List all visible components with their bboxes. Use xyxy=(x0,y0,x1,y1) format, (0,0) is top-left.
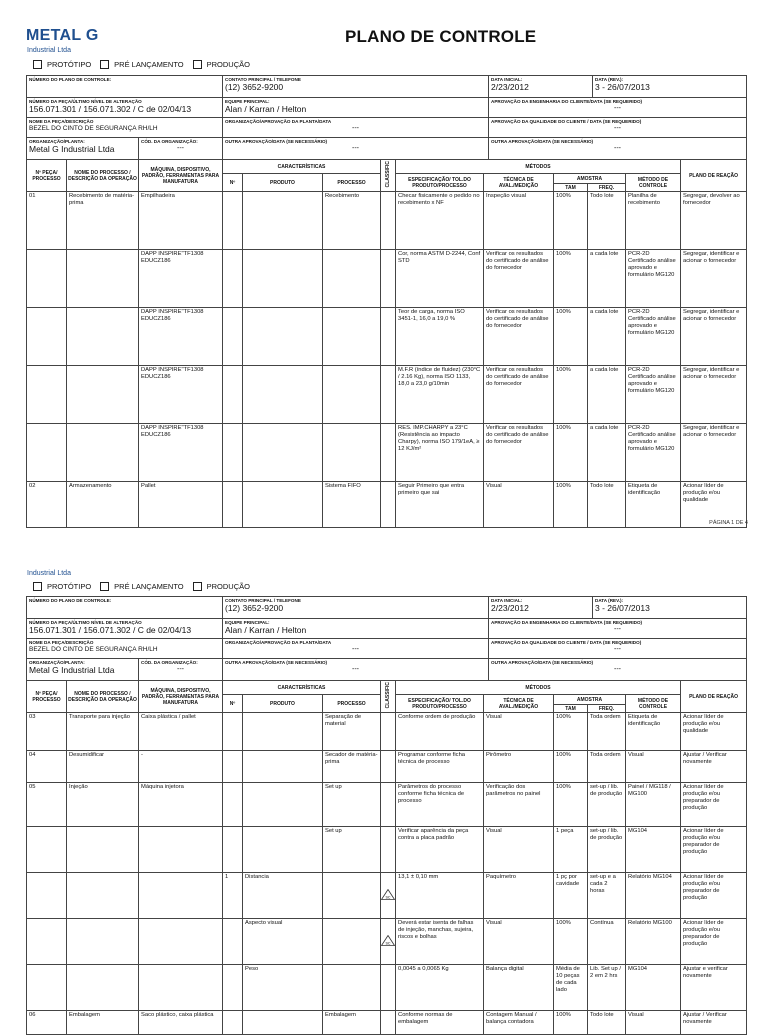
cell-control: MG104 xyxy=(626,827,681,873)
other-approval-cell-2-p2: OUTRA APROVAÇÃO/DATA (SE NECESSÁRIO) --- xyxy=(489,659,747,681)
rows-p2 xyxy=(27,713,747,1035)
rev-date-cell: DATA (REV.): 3 - 26/07/2013 xyxy=(593,76,747,98)
cell-no xyxy=(223,783,243,827)
company-logo: METAL G xyxy=(26,27,99,44)
cell-classif xyxy=(381,366,396,424)
phase-checkboxes: PROTÓTIPO PRÉ LANÇAMENTO PRODUÇÃO xyxy=(33,60,256,69)
cell-proc-name xyxy=(67,366,139,424)
cell-reaction: Segregar, identificar e acionar o fornecedor xyxy=(681,366,747,424)
cell-reaction: Segregar, devolver ao fornecedor xyxy=(681,192,747,250)
cell-reaction: Acionar líder de produção e/ou qualidade xyxy=(681,713,747,751)
part-number-cell: NÚMERO DA PEÇA/ÚLTIMO NÍVEL DE ALTERAÇÃO 156.071.301 / 156.071.302 / C de 02/04/13 xyxy=(27,98,223,118)
col-sample-p2: AMOSTRA xyxy=(554,695,626,705)
cell-tech: Verificar os resultados do certificado de análise do fornecedor xyxy=(484,366,554,424)
cell-product xyxy=(243,308,323,366)
eng-approval-cell-p2: APROVAÇÃO DA ENGENHARIA DO CLIENTE/DATA (SE REQUERIDO) --- xyxy=(489,619,747,639)
cell-size: Média de 10 peças de cada lado xyxy=(554,965,588,1011)
cell-size: 100% xyxy=(554,250,588,308)
col-characteristics-p2: CARACTERÍSTICAS xyxy=(223,681,381,695)
cell-spec: 13,1 ± 0,10 mm xyxy=(396,873,484,919)
cell-classif xyxy=(381,482,396,528)
other-approval-cell-p2: OUTRA APROVAÇÃO/DATA (SE NECESSÁRIO) --- xyxy=(223,659,489,681)
org-table-p1 xyxy=(26,137,747,160)
team-cell: EQUIPE PRINCIPAL: Alan / Karran / Helton xyxy=(223,98,489,118)
cell-proc-name xyxy=(67,424,139,482)
col-sample: AMOSTRA xyxy=(554,174,626,184)
cell-spec: Verificar aparência da peça contra a placa padrão xyxy=(396,827,484,873)
col-process-p2: PROCESSO xyxy=(323,695,381,713)
cell-reaction: Acionar líder de produção e/ou preparador de produção xyxy=(681,827,747,873)
cell-spec: RES. IMP.CHARPY a 23°C (Resistência ao impacto Charpy), norma ISO 179/1eA, ≥ 12 KJ/m² xyxy=(396,424,484,482)
cell-product xyxy=(243,366,323,424)
cell-piece: 03 xyxy=(27,713,67,751)
prototype-checkbox-p2[interactable] xyxy=(33,582,42,591)
cell-machine xyxy=(139,827,223,873)
col-product-p2: PRODUTO xyxy=(243,695,323,713)
col-no: Nº xyxy=(223,174,243,192)
production-checkbox-p2[interactable] xyxy=(193,582,202,591)
cell-machine: Máquina injetora xyxy=(139,783,223,827)
col-control-p2: MÉTODO DE CONTROLE xyxy=(626,695,681,713)
cell-proc-name xyxy=(67,919,139,965)
col-machine-p2: MÁQUINA, DISPOSITIVO, PADRÃO, FERRAMENTAS PARA MANUFATURA xyxy=(139,681,223,713)
pre-launch-checkbox-p2[interactable] xyxy=(100,582,109,591)
cell-machine: DAPP INSPIRE"TF1308 EDUCZ186 xyxy=(139,366,223,424)
org-plant-cell: ORGANIZAÇÃO/PLANTA: Metal G Industrial Ltda xyxy=(27,138,139,160)
cell-tech: Visual xyxy=(484,482,554,528)
cell-proc-name xyxy=(67,308,139,366)
table-row xyxy=(27,827,747,873)
cell-reaction: Acionar líder de produção e/ou preparador de produção xyxy=(681,783,747,827)
cell-size: 100% xyxy=(554,308,588,366)
table-row xyxy=(27,751,747,783)
table-row xyxy=(27,424,747,482)
cell-piece xyxy=(27,308,67,366)
table-row xyxy=(27,919,747,965)
cell-proc-name xyxy=(67,250,139,308)
table-row xyxy=(27,783,747,827)
cell-product: Distancia xyxy=(243,873,323,919)
cell-control: PCR-2D Certificado análise aprovado e formulário MG120 xyxy=(626,366,681,424)
rows-p1 xyxy=(27,192,747,528)
table-row xyxy=(27,1011,747,1035)
cell-proc-name: Embalagem xyxy=(67,1011,139,1035)
cell-tech: Inspeção visual xyxy=(484,192,554,250)
cell-process: Separação de material xyxy=(323,713,381,751)
col-spec: ESPECIFICAÇÃO/ TOL.DO PRODUTO/PROCESSO xyxy=(396,174,484,192)
col-control: MÉTODO DE CONTROLE xyxy=(626,174,681,192)
cell-freq: a cada lote xyxy=(588,250,626,308)
col-piece: Nº PEÇA/ PROCESSO xyxy=(27,160,67,192)
company-name: Industrial Ltda xyxy=(27,47,71,54)
cell-product xyxy=(243,250,323,308)
col-freq-p2: FREQ. xyxy=(588,705,626,713)
cell-control: PCR-2D Certificado análise aprovado e formulário MG120 xyxy=(626,250,681,308)
cell-piece xyxy=(27,873,67,919)
cell-spec: Seguir Primeiro que entra primeiro que sai xyxy=(396,482,484,528)
cell-classif xyxy=(381,713,396,751)
cell-classif xyxy=(381,308,396,366)
cell-tech: Verificar os resultados do certificado de análise do fornecedor xyxy=(484,308,554,366)
cell-size: 100% xyxy=(554,424,588,482)
cell-freq: set-up / lib. de produção xyxy=(588,827,626,873)
cell-classif xyxy=(381,919,396,965)
cell-control: MG104 xyxy=(626,965,681,1011)
cell-piece xyxy=(27,919,67,965)
table-row xyxy=(27,192,747,250)
cell-machine xyxy=(139,919,223,965)
cell-process: Set up xyxy=(323,827,381,873)
cell-size: 100% xyxy=(554,783,588,827)
cell-control: PCR-2D Certificado análise aprovado e formulário MG120 xyxy=(626,424,681,482)
cell-freq: Todo lote xyxy=(588,192,626,250)
cell-classif xyxy=(381,424,396,482)
org-code-cell-p2: CÓD. DA ORGANIZAÇÃO: --- xyxy=(139,659,223,681)
cell-product xyxy=(243,192,323,250)
cell-no xyxy=(223,713,243,751)
cell-tech: Visual xyxy=(484,919,554,965)
col-spec-p2: ESPECIFICAÇÃO/ TOL.DO PRODUTO/PROCESSO xyxy=(396,695,484,713)
col-proc-name-p2: NOME DO PROCESSO / DESCRIÇÃO DA OPERAÇÃO xyxy=(67,681,139,713)
table-row xyxy=(27,713,747,751)
cell-tech: Pirômetro xyxy=(484,751,554,783)
cell-piece: 01 xyxy=(27,192,67,250)
cell-process xyxy=(323,873,381,919)
cell-process xyxy=(323,308,381,366)
cell-spec: Deverá estar isenta de falhas de injeção, manchas, sujeira, riscos e bolhas xyxy=(396,919,484,965)
rev-date-cell-p2: DATA (REV.): 3 - 26/07/2013 xyxy=(593,597,747,619)
cell-size: 100% xyxy=(554,1011,588,1035)
cell-process: Recebimento xyxy=(323,192,381,250)
header-table-p2 xyxy=(26,596,747,659)
cell-spec: Checar fisicamente o pedido no recebimento x NF xyxy=(396,192,484,250)
control-plan-table-p2 xyxy=(26,680,747,1035)
table-row xyxy=(27,965,747,1011)
table-row xyxy=(27,366,747,424)
production-checkbox[interactable] xyxy=(193,60,202,69)
cell-machine: - xyxy=(139,751,223,783)
cell-process: Sistema FIFO xyxy=(323,482,381,528)
table-row xyxy=(27,873,747,919)
cell-spec: Conforme ordem de produção xyxy=(396,713,484,751)
cell-no xyxy=(223,965,243,1011)
cell-size: 100% xyxy=(554,713,588,751)
cell-tech: Visual xyxy=(484,713,554,751)
cell-spec: Teor de carga, norma ISO 3451-1, 16,0 a 19,0 % xyxy=(396,308,484,366)
cell-freq: Todo lote xyxy=(588,1011,626,1035)
cell-classif xyxy=(381,250,396,308)
cell-size: 100% xyxy=(554,192,588,250)
cell-piece: 05 xyxy=(27,783,67,827)
cell-no xyxy=(223,192,243,250)
part-number-cell-p2: NÚMERO DA PEÇA/ÚLTIMO NÍVEL DE ALTERAÇÃO 156.071.301 / 156.071.302 / C de 02/04/13 xyxy=(27,619,223,639)
cell-tech: Visual xyxy=(484,827,554,873)
cell-size: 1 pç por cavidade xyxy=(554,873,588,919)
cell-process xyxy=(323,965,381,1011)
org-approval-cell: ORGANIZAÇÃO/APROVAÇÃO DA PLANTA/DATA --- xyxy=(223,118,489,138)
cell-product xyxy=(243,1011,323,1035)
cell-tech: Paquímetro xyxy=(484,873,554,919)
org-table-p2 xyxy=(26,658,747,681)
cell-product xyxy=(243,783,323,827)
cell-proc-name: Transporte para injeção xyxy=(67,713,139,751)
cell-size: 100% xyxy=(554,919,588,965)
cell-freq: Contínua xyxy=(588,919,626,965)
cell-no xyxy=(223,1011,243,1035)
cell-freq: Todo lote xyxy=(588,482,626,528)
cell-piece: 02 xyxy=(27,482,67,528)
svg-text:SC: SC xyxy=(385,894,391,899)
cell-piece xyxy=(27,366,67,424)
cell-process: Embalagem xyxy=(323,1011,381,1035)
cell-tech: Verificação dos parâmetros no painel xyxy=(484,783,554,827)
quality-approval-cell-p2: APROVAÇÃO DA QUALIDADE DO CLIENTE / DATA (SE REQUERIDO) --- xyxy=(489,639,747,659)
team-cell-p2: EQUIPE PRINCIPAL: Alan / Karran / Helton xyxy=(223,619,489,639)
cell-piece: 04 xyxy=(27,751,67,783)
cell-control: Visual xyxy=(626,751,681,783)
cell-process xyxy=(323,424,381,482)
col-tech: TÉCNICA DE AVAL./MEDIÇÃO xyxy=(484,174,554,192)
cell-proc-name: Recebimento de matéria-prima xyxy=(67,192,139,250)
cell-no xyxy=(223,482,243,528)
cell-classif xyxy=(381,1011,396,1035)
contact-cell-p2: CONTATO PRINCIPAL / TELEFONE (12) 3652-9200 xyxy=(223,597,489,619)
cell-tech: Verificar os resultados do certificado de análise do fornecedor xyxy=(484,424,554,482)
col-reaction: PLANO DE REAÇÃO xyxy=(681,160,747,192)
cell-piece xyxy=(27,965,67,1011)
cell-reaction: Segregar, identificar e acionar o fornecedor xyxy=(681,250,747,308)
col-size: TAM xyxy=(554,184,588,192)
cell-product xyxy=(243,482,323,528)
table-row xyxy=(27,308,747,366)
part-name-cell: NOME DA PEÇA/DESCRIÇÃO BEZEL DO CINTO DE SEGURANÇA RH/LH xyxy=(27,118,223,138)
cell-size: 100% xyxy=(554,366,588,424)
cell-no xyxy=(223,250,243,308)
cell-product xyxy=(243,713,323,751)
col-proc-name: NOME DO PROCESSO / DESCRIÇÃO DA OPERAÇÃO xyxy=(67,160,139,192)
cell-proc-name xyxy=(67,873,139,919)
start-date-cell: DATA INICIAL: 2/23/2012 xyxy=(489,76,593,98)
cell-process: Set up xyxy=(323,783,381,827)
part-name-cell-p2: NOME DA PEÇA/DESCRIÇÃO BEZEL DO CINTO DE SEGURANÇA RH/LH xyxy=(27,639,223,659)
cell-machine: DAPP INSPIRE"TF1308 EDUCZ186 xyxy=(139,424,223,482)
col-methods-p2: MÉTODOS xyxy=(396,681,681,695)
col-size-p2: TAM xyxy=(554,705,588,713)
cell-product xyxy=(243,424,323,482)
cell-control: Etiqueta de identificação xyxy=(626,482,681,528)
svg-text:SC: SC xyxy=(385,940,391,945)
org-plant-cell-p2: ORGANIZAÇÃO/PLANTA: Metal G Industrial Ltda xyxy=(27,659,139,681)
cell-classif xyxy=(381,965,396,1011)
cell-machine: Pallet xyxy=(139,482,223,528)
cell-control: Planilha de recebimento xyxy=(626,192,681,250)
org-approval-cell-p2: ORGANIZAÇÃO/APROVAÇÃO DA PLANTA/DATA --- xyxy=(223,639,489,659)
plan-number-cell: NÚMERO DO PLANO DE CONTROLE: xyxy=(27,76,223,98)
cell-freq: Toda ordem xyxy=(588,713,626,751)
col-freq: FREQ. xyxy=(588,184,626,192)
col-no-p2: Nº xyxy=(223,695,243,713)
cell-proc-name: Injeção xyxy=(67,783,139,827)
cell-product: Aspecto visual xyxy=(243,919,323,965)
cell-no xyxy=(223,751,243,783)
cell-classif xyxy=(381,751,396,783)
cell-machine: DAPP INSPIRE"TF1308 EDUCZ186 xyxy=(139,308,223,366)
cell-spec: Cor, norma ASTM D-2244, Conf STD xyxy=(396,250,484,308)
special-characteristic-icon xyxy=(381,889,395,902)
cell-reaction: Ajustar e verificar novamente xyxy=(681,965,747,1011)
cell-classif xyxy=(381,783,396,827)
cell-reaction: Ajustar / Verificar novamente xyxy=(681,751,747,783)
cell-size: 1 peça xyxy=(554,827,588,873)
cell-machine xyxy=(139,965,223,1011)
cell-no xyxy=(223,827,243,873)
cell-spec: Parâmetros do processo conforme ficha técnica de processo xyxy=(396,783,484,827)
cell-product: Peso xyxy=(243,965,323,1011)
company-name-p2: Industrial Ltda xyxy=(27,570,71,577)
cell-spec: Conforme normas de embalagem xyxy=(396,1011,484,1035)
eng-approval-cell: APROVAÇÃO DA ENGENHARIA DO CLIENTE/DATA (SE REQUERIDO) --- xyxy=(489,98,747,118)
cell-process xyxy=(323,919,381,965)
cell-size: 100% xyxy=(554,482,588,528)
prototype-checkbox[interactable] xyxy=(33,60,42,69)
phase-checkboxes-p2: PROTÓTIPO PRÉ LANÇAMENTO PRODUÇÃO xyxy=(33,582,256,591)
cell-reaction: Segregar, identificar e acionar o fornecedor xyxy=(681,424,747,482)
cell-classif xyxy=(381,873,396,919)
start-date-cell-p2: DATA INICIAL: 2/23/2012 xyxy=(489,597,593,619)
col-tech-p2: TÉCNICA DE AVAL./MEDIÇÃO xyxy=(484,695,554,713)
col-machine: MÁQUINA, DISPOSITIVO, PADRÃO, FERRAMENTAS PARA MANUFATURA xyxy=(139,160,223,192)
cell-reaction: Acionar líder de produção e/ou preparador de produção xyxy=(681,873,747,919)
col-methods: MÉTODOS xyxy=(396,160,681,174)
cell-control: Painel / MG118 / MG100 xyxy=(626,783,681,827)
cell-freq: a cada lote xyxy=(588,308,626,366)
cell-product xyxy=(243,827,323,873)
org-code-cell: CÓD. DA ORGANIZAÇÃO: --- xyxy=(139,138,223,160)
table-row xyxy=(27,482,747,528)
cell-control: PCR-2D Certificado análise aprovado e formulário MG120 xyxy=(626,308,681,366)
page-number: PÁGINA 1 DE 4 xyxy=(709,520,748,526)
cell-freq: Toda ordem xyxy=(588,751,626,783)
control-plan-table-p1 xyxy=(26,159,747,528)
cell-freq: a cada lote xyxy=(588,366,626,424)
other-approval-cell: OUTRA APROVAÇÃO/DATA (SE NECESSÁRIO) --- xyxy=(223,138,489,160)
cell-tech: Contagem Manual / balança contadora xyxy=(484,1011,554,1035)
other-approval-cell-2: OUTRA APROVAÇÃO/DATA (SE NECESSÁRIO) --- xyxy=(489,138,747,160)
cell-spec: Programar conforme ficha técnica de processo xyxy=(396,751,484,783)
cell-proc-name xyxy=(67,965,139,1011)
col-classif-p2: CLASSIFIC xyxy=(381,681,396,713)
cell-control: Relatório MG104 xyxy=(626,873,681,919)
col-process: PROCESSO xyxy=(323,174,381,192)
cell-freq: a cada lote xyxy=(588,424,626,482)
col-classif: CLASSIFIC xyxy=(381,160,396,192)
col-characteristics: CARACTERÍSTICAS xyxy=(223,160,381,174)
cell-control: Relatório MG100 xyxy=(626,919,681,965)
plan-number-cell-p2: NÚMERO DO PLANO DE CONTROLE: xyxy=(27,597,223,619)
cell-tech: Verificar os resultados do certificado de análise do fornecedor xyxy=(484,250,554,308)
cell-reaction: Acionar líder de produção e/ou preparador de produção xyxy=(681,919,747,965)
cell-proc-name: Armazenamento xyxy=(67,482,139,528)
cell-spec: 0,0045 a 0,0065 Kg xyxy=(396,965,484,1011)
cell-proc-name: Desumidificar xyxy=(67,751,139,783)
cell-no xyxy=(223,308,243,366)
cell-piece xyxy=(27,250,67,308)
cell-no xyxy=(223,919,243,965)
cell-no: 1 xyxy=(223,873,243,919)
cell-size: 100% xyxy=(554,751,588,783)
cell-reaction: Ajustar / Verificar novamente xyxy=(681,1011,747,1035)
cell-machine xyxy=(139,873,223,919)
cell-reaction: Acionar líder de produção e/ou qualidade xyxy=(681,482,747,528)
cell-product xyxy=(243,751,323,783)
special-characteristic-icon xyxy=(381,935,395,948)
cell-classif xyxy=(381,192,396,250)
cell-piece: 06 xyxy=(27,1011,67,1035)
cell-control: Visual xyxy=(626,1011,681,1035)
col-reaction-p2: PLANO DE REAÇÃO xyxy=(681,681,747,713)
cell-machine: Saco plástico, caixa plástica xyxy=(139,1011,223,1035)
quality-approval-cell: APROVAÇÃO DA QUALIDADE DO CLIENTE / DATA (SE REQUERIDO) --- xyxy=(489,118,747,138)
cell-machine: Caixa plástica / pallet xyxy=(139,713,223,751)
cell-no xyxy=(223,424,243,482)
cell-machine: Empilhadeira xyxy=(139,192,223,250)
cell-process xyxy=(323,250,381,308)
cell-tech: Balança digital xyxy=(484,965,554,1011)
cell-no xyxy=(223,366,243,424)
cell-process: Secador de matéria-prima xyxy=(323,751,381,783)
cell-freq: set-up / lib. de produção xyxy=(588,783,626,827)
pre-launch-checkbox[interactable] xyxy=(100,60,109,69)
cell-reaction: Segregar, identificar e acionar o fornecedor xyxy=(681,308,747,366)
cell-control: Etiqueta de identificação xyxy=(626,713,681,751)
contact-cell: CONTATO PRINCIPAL / TELEFONE (12) 3652-9200 xyxy=(223,76,489,98)
table-row xyxy=(27,250,747,308)
cell-proc-name xyxy=(67,827,139,873)
cell-process xyxy=(323,366,381,424)
header-table-p1 xyxy=(26,75,747,138)
col-piece-p2: Nº PEÇA/ PROCESSO xyxy=(27,681,67,713)
cell-classif xyxy=(381,827,396,873)
cell-freq: Lib. Set up / 2 em 2 hrs xyxy=(588,965,626,1011)
cell-spec: M.F.R (índice de fluidez) (230°C / 2.16 Kg), norma ISO 1133, 18,0 a 23,0 g/10min xyxy=(396,366,484,424)
cell-piece xyxy=(27,424,67,482)
cell-piece xyxy=(27,827,67,873)
cell-freq: set-up e a cada 2 horas xyxy=(588,873,626,919)
cell-machine: DAPP INSPIRE"TF1308 EDUCZ186 xyxy=(139,250,223,308)
page-title: PLANO DE CONTROLE xyxy=(345,27,537,46)
col-product: PRODUTO xyxy=(243,174,323,192)
